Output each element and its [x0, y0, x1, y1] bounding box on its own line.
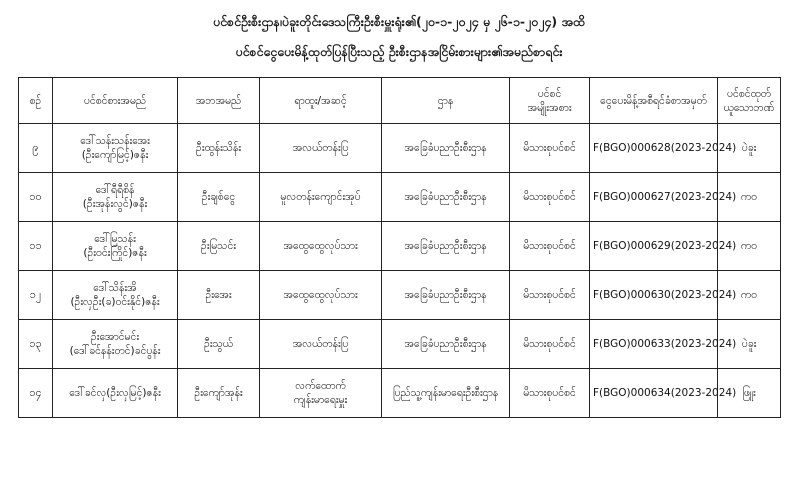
header-text: ပင်စင် [537, 87, 562, 100]
cell-father-name [178, 369, 260, 418]
cell-bank-text: ဖြူး [742, 387, 756, 399]
header-text: ပင်စင်ထုတ် [727, 87, 771, 100]
cell-pensioner-name-text: (ဦးကျော်မြင့်)ဇနီး [81, 149, 149, 161]
cell-pensioner-name [53, 222, 178, 271]
table-row [19, 124, 781, 173]
cell-pension-type [510, 124, 590, 173]
cell-no [19, 124, 53, 173]
cell-pension-type-text: မိသားစုပင်စင် [523, 338, 576, 350]
pensioner-table [18, 77, 781, 418]
cell-pensioner-name-text: ဒေါ်မြသန်း [94, 233, 136, 245]
cell-department-text: ပြည်သူ့ကျန်းမာရေးဦးစီးဌာန [392, 387, 499, 399]
cell-pension-type [510, 222, 590, 271]
cell-father-name-text: ဦးအေး [205, 289, 232, 301]
cell-pensioner-name [53, 369, 178, 418]
cell-pensioner-name-text: (ဦးလှဦး(ခ)ဝင်းနိုင်)ဇနီး [70, 296, 160, 308]
cell-rank-text: အလယ်တန်းပြ [292, 142, 349, 154]
cell-rank [260, 124, 382, 173]
cell-order-number-text: F(BGO)000629(2023-2024) [593, 240, 737, 252]
cell-rank-text: အထွေထွေလုပ်သား [283, 240, 358, 252]
cell-pension-type-text: မိသားစုပင်စင် [523, 387, 576, 399]
cell-pension-type-text: မိသားစုပင်စင် [523, 191, 576, 203]
cell-no [19, 222, 53, 271]
cell-pensioner-name-text: (ဦးအုန်းလွင်)ဇနီး [82, 198, 148, 210]
cell-father-name-text: ဦးချစ်ငွေ [201, 191, 236, 203]
cell-no [19, 369, 53, 418]
cell-pension-type [510, 320, 590, 369]
col-header-no [19, 78, 53, 124]
cell-bank-text: ကဝ [740, 289, 758, 301]
header-text: စဉ် [29, 94, 42, 107]
cell-bank-text: ကဝ [740, 191, 758, 203]
col-header-department [382, 78, 510, 124]
cell-pension-type [510, 173, 590, 222]
cell-pension-type [510, 271, 590, 320]
col-header-pensioner-name [53, 78, 178, 124]
cell-department-text: အခြေခံပညာဦးစီးဌာန [404, 142, 487, 154]
cell-pensioner-name-text: ဒေါ်သန်းသန်းအေး [80, 135, 150, 147]
cell-order-number [590, 222, 737, 271]
cell-rank-text: အထွေထွေလုပ်သား [283, 289, 358, 301]
table-row [19, 222, 781, 271]
document-title-line-2: ပင်စင်ငွေပေးမိန့်ထုတ်ပြန်ပြီးသည့် ဦးစီးဌာနအငြိမ်းစားများ၏အမည်စာရင်း [235, 44, 563, 59]
cell-pensioner-name-text: ဒေါ်ရီရီစိန် [95, 184, 135, 196]
cell-order-number [590, 271, 737, 320]
cell-no [19, 320, 53, 369]
col-header-father-name [178, 78, 260, 124]
cell-pension-type [510, 369, 590, 418]
header-text: ပင်စင်စားအမည် [83, 94, 147, 107]
cell-no-text: ၁၃ [29, 337, 42, 350]
header-text: အမျိုးအစား [527, 101, 572, 114]
cell-pensioner-name-text: ဒေါ်သိန်းအိ [93, 282, 137, 294]
cell-department [382, 222, 510, 271]
cell-rank-text: ကျန်းမာရေးမှူး [293, 394, 348, 406]
cell-department [382, 271, 510, 320]
cell-bank-text: ပဲခူး [741, 338, 757, 350]
cell-no-text: ၁၂ [29, 288, 42, 301]
cell-bank-text: ကဝ [740, 240, 758, 252]
cell-department [382, 369, 510, 418]
cell-no-text: ၁၁ [29, 239, 42, 252]
cell-rank [260, 222, 382, 271]
cell-father-name [178, 124, 260, 173]
cell-order-number [590, 124, 737, 173]
header-text: အဘအမည် [195, 94, 242, 107]
header-text: ငွေပေးမိန့်အစီရင်ခံစာအမှတ် [600, 94, 707, 107]
table-row [19, 320, 781, 369]
cell-order-number [590, 173, 737, 222]
table-row [19, 369, 781, 418]
cell-order-number-text: F(BGO)000633(2023-2024) [593, 338, 737, 350]
col-header-bank [718, 78, 781, 124]
cell-father-name-text: ဦးသွယ် [204, 338, 233, 350]
cell-pensioner-name-text: (ဦးဝင်းကြိုင်)ဇနီး [83, 247, 147, 259]
cell-rank [260, 369, 382, 418]
cell-department [382, 124, 510, 173]
col-header-rank [260, 78, 382, 124]
cell-pensioner-name [53, 173, 178, 222]
cell-no [19, 271, 53, 320]
cell-pensioner-name-text: ဦးအောင်မင်း [90, 331, 140, 343]
cell-no-text: ၉ [32, 141, 39, 154]
cell-rank [260, 271, 382, 320]
cell-order-number [590, 320, 737, 369]
cell-department-text: အခြေခံပညာဦးစီးဌာန [404, 240, 487, 252]
cell-department-text: အခြေခံပညာဦးစီးဌာန [404, 191, 487, 203]
cell-rank-text: အလယ်တန်းပြ [292, 338, 349, 350]
cell-pensioner-name-text: ဒေါ်ခင်လှ(ဦးလှမြင့်)ဇနီး [69, 387, 161, 399]
header-text: ဌာန [437, 94, 454, 107]
cell-pensioner-name [53, 320, 178, 369]
cell-pensioner-name [53, 124, 178, 173]
cell-father-name-text: ဦးမြသင်း [201, 240, 236, 252]
cell-order-number-text: F(BGO)000634(2023-2024) [593, 387, 737, 399]
cell-order-number-text: F(BGO)000630(2023-2024) [593, 289, 737, 301]
cell-pension-type-text: မိသားစုပင်စင် [523, 289, 576, 301]
cell-no-text: ၁၀ [29, 190, 42, 203]
cell-father-name [178, 320, 260, 369]
cell-pensioner-name [53, 271, 178, 320]
cell-order-number-text: F(BGO)000628(2023-2024) [593, 142, 737, 154]
table-row [19, 173, 781, 222]
header-text: ရာထူး/အဆင့် [294, 94, 347, 107]
cell-pension-type-text: မိသားစုပင်စင် [523, 240, 576, 252]
cell-father-name [178, 222, 260, 271]
col-header-pension-type [510, 78, 590, 124]
cell-department-text: အခြေခံပညာဦးစီးဌာန [404, 338, 487, 350]
cell-rank-text: လက်ထောက် [295, 380, 346, 392]
cell-order-number-text: F(BGO)000627(2023-2024) [593, 191, 737, 203]
cell-father-name [178, 173, 260, 222]
cell-pension-type-text: မိသားစုပင်စင် [523, 142, 576, 154]
col-header-order-number [590, 78, 718, 124]
cell-no [19, 173, 53, 222]
cell-father-name-text: ဦးထွန်းသိန်း [196, 142, 241, 154]
cell-rank-text: မူလတန်းကျောင်းအုပ် [280, 191, 361, 203]
cell-no-text: ၁၄ [29, 386, 42, 399]
cell-bank-text: ပဲခူး [741, 142, 757, 154]
cell-rank [260, 320, 382, 369]
table-header-row [19, 78, 781, 124]
table-row [19, 271, 781, 320]
cell-department-text: အခြေခံပညာဦးစီးဌာန [404, 289, 487, 301]
cell-father-name [178, 271, 260, 320]
cell-pensioner-name-text: (ဒေါ်ခင်နန်းတင်)ခင်ပွန်း [69, 345, 161, 357]
cell-father-name-text: ဦးကျော်အုန်း [194, 387, 243, 399]
cell-department [382, 320, 510, 369]
cell-rank [260, 173, 382, 222]
document-title-line-1: ပင်စင်ဦးစီးဌာန၊ပဲခူးတိုင်းဒေသကြီးဦးစီးမှူးရုံး၏(၂၀-၁-၂၀၂၄ မှ ၂၆-၁-၂၀၂၄) အထိ [212, 14, 585, 29]
header-text: ယူသောဘဏ် [723, 101, 775, 114]
cell-department [382, 173, 510, 222]
cell-order-number [590, 369, 737, 418]
